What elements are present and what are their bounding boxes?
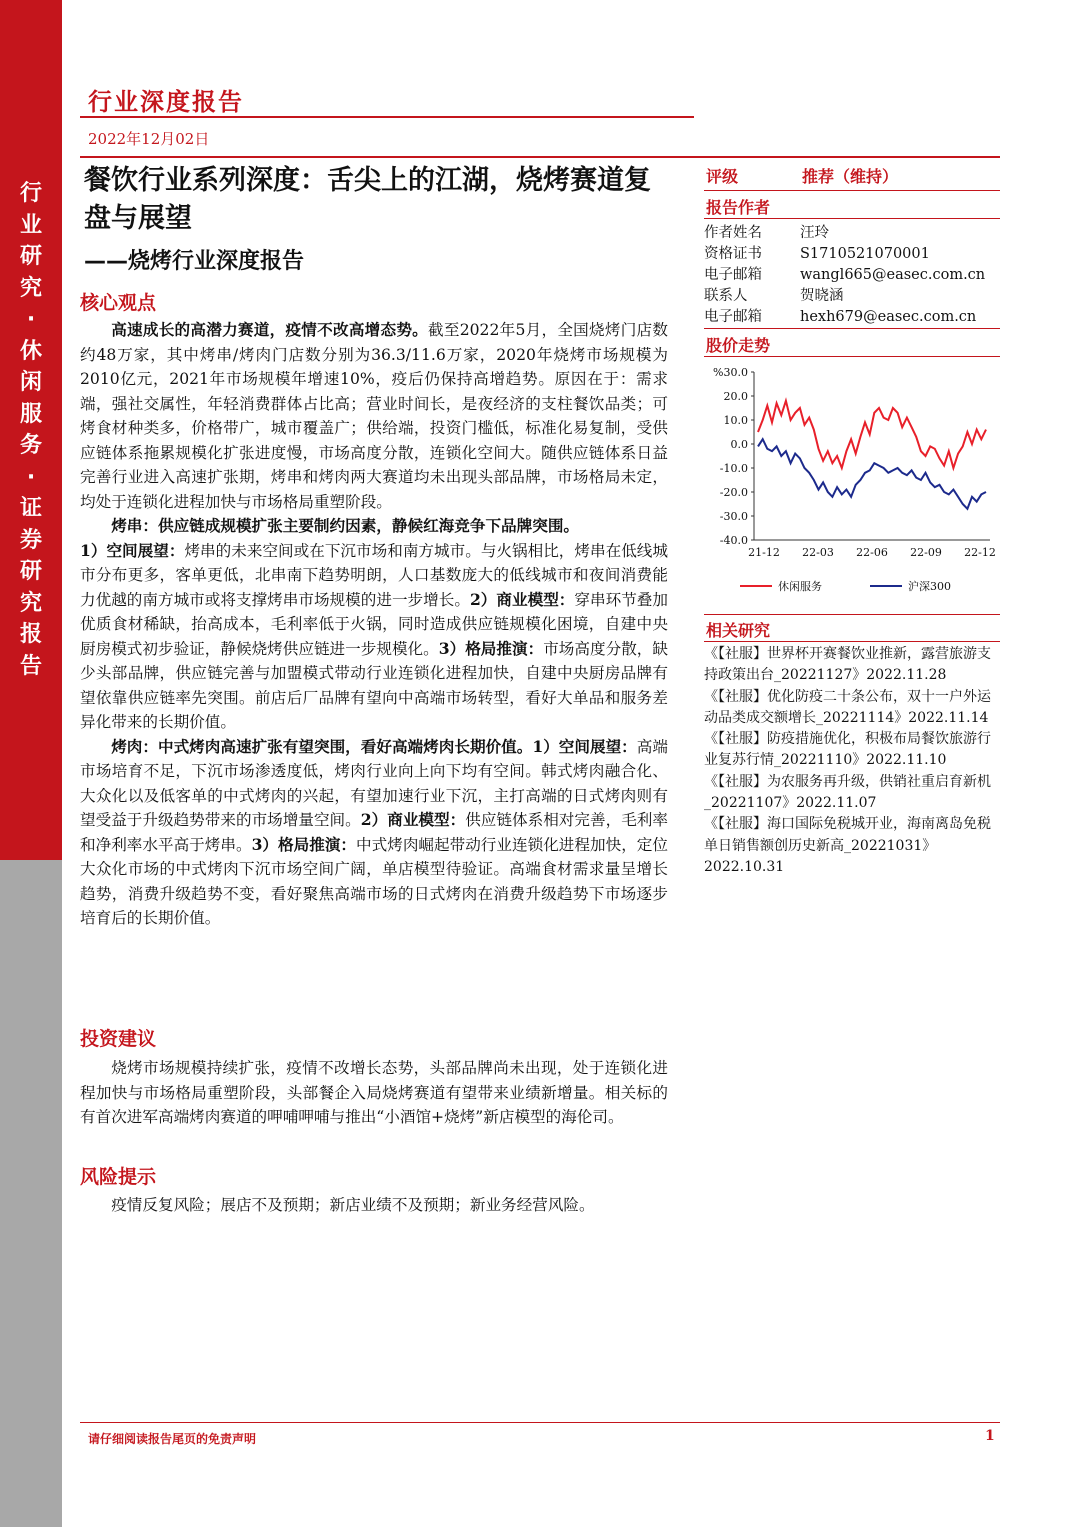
- related-item[interactable]: 《【社服】世界杯开赛餐饮业推新，露营旅游支持政策出台_20221127》2022.11.28: [704, 646, 991, 684]
- author-row: [704, 242, 930, 263]
- author-value: hexh679@easec.com.cn: [800, 309, 977, 325]
- author-value: S1710521070001: [800, 246, 930, 262]
- invest-heading: 投资建议: [80, 1028, 157, 1050]
- report-type: 行业深度报告: [88, 88, 244, 116]
- invest-text: 烧烤市场规模持续扩张，疫情不改增长态势，头部品牌尚未出现，处于连锁化进程加快与市场格局重塑阶段，头部餐企入局烧烤赛道有望带来业绩新增量。相关标的有首次进军高端烤肉赛道的呷哺呷哺与推出“小酒馆+烧烤”新店模型的海伦司。: [80, 1059, 668, 1126]
- author-key: 电子邮箱: [704, 267, 762, 283]
- core-para-3: 1）空间展望：烤串的未来空间或在下沉市场和南方城市。与火锅相比，烤串在低线城市分布更多，客单更低，北串南下趋势明朗，人口基数庞大的低线城市和夜间消费能力优越的南方城市或将支撑烤串市场规模的进一步增长。2）商业模型：穿串环节叠加优质食材稀缺，抬高成本，毛利率低于火锅，同时造成供应链规模化困境，自建中央厨房模式初步验证，静候烧烤供应链进一步规模化。3）格局推演：市场高度分散，缺少头部品牌，供应链完善与加盟模式带动行业连锁化进程加快，自建中央厨房品牌有望依靠供应链率先突围。前店后厂品牌有望向中高端市场转型，看好大单品和服务差异化带来的长期价值。: [80, 540, 668, 731]
- author-row: [704, 305, 976, 326]
- legend-label: 休闲服务: [778, 580, 822, 593]
- core-para-1: 高速成长的高潜力赛道，疫情不改高增态势。截至2022年5月，全国烧烤门店数约48万家，其中烤串/烤肉门店数分别为36.3/11.6万家，2020年烧烤市场规模为2010亿元，2021年市场规模年增速10%，疫后仍保持高增趋势。原因在于：需求端，强社交属性，年轻消费群体占比高；营业时间长，是夜经济的支柱餐饮品类；可烤食材种类多，价格带广，城市覆盖广；供给端，投资门槛低，标准化易复制，受供应链体系拖累规模化扩张进度慢，市场高度分散，连锁化空间大。随供应链体系日益完善行业进入高速扩张期，烤串和烤肉两大赛道均未出现头部品牌，市场格局未定，均处于连锁化进程加快与市场格局重塑阶段。: [80, 320, 668, 511]
- x-tick-label: 22-12: [964, 546, 996, 559]
- page-title: 餐饮行业系列深度：舌尖上的江湖，烧烤赛道复盘与展望: [84, 165, 651, 234]
- x-tick-label: 21-12: [748, 546, 780, 559]
- core-body: [80, 318, 668, 931]
- author-value: 汪玲: [800, 225, 829, 241]
- price-chart-label: 股价走势: [706, 336, 771, 355]
- author-value: wangl665@easec.com.cn: [800, 267, 986, 283]
- sidebar: [0, 0, 62, 1527]
- y-tick-label: -30.0: [719, 510, 748, 523]
- legend-label: 沪深300: [908, 580, 951, 593]
- footer-divider: [80, 1422, 1000, 1423]
- related-item[interactable]: 《【社服】海口国际免税城开业，海南离岛免税单日销售额创历史新高_20221031》2022.10.31: [704, 816, 991, 875]
- header-divider: [80, 116, 694, 118]
- y-tick-label: %30.0: [713, 366, 748, 379]
- author-key: 电子邮箱: [704, 309, 762, 325]
- sidebar-category-text: 行 业 研 究 · 休 闲 服 务 · 证 券 研 究 报 告: [19, 181, 42, 679]
- core-heading: 核心观点: [80, 292, 157, 314]
- author-key: 作者姓名: [704, 225, 762, 241]
- related-divider-top: [704, 614, 1000, 615]
- risk-text: 疫情反复风险；展店不及预期；新店业绩不及预期；新业务经营风险。: [111, 1196, 595, 1214]
- y-tick-label: 10.0: [723, 414, 748, 427]
- author-row: [704, 221, 829, 242]
- related-list: [704, 644, 1000, 878]
- related-divider: [704, 641, 1000, 642]
- core-para-4: 烤肉：中式烤肉高速扩张有望突围，看好高端烤肉长期价值。1）空间展望：高端市场培育不足，下沉市场渗透度低，烤肉行业向上向下均有空间。韩式烤肉融合化、大众化以及低客单的中式烤肉的兴起，有望加速行业下沉，主打高端的日式烤肉则有望受益于升级趋势带来的市场增量空间。2）商业模型：供应链体系相对完善，毛利率和净利率水平高于烤串。3）格局推演：中式烤肉崛起带动行业连锁化进程加快，定位大众化市场的中式烤肉下沉市场空间广阔，单店模型待验证。高端食材需求量呈增长趋势，消费升级趋势不变，看好聚焦高端市场的日式烤肉在消费升级趋势下市场逐步培育后的长期价值。: [80, 736, 668, 927]
- authors-label: 报告作者: [706, 198, 771, 217]
- author-row: [704, 263, 985, 284]
- footer-disclaimer: 请仔细阅读报告尾页的免责声明: [88, 1432, 257, 1446]
- x-tick-label: 22-09: [910, 546, 942, 559]
- rating-label: 评级: [706, 167, 739, 186]
- title-divider: [80, 156, 1000, 158]
- related-item[interactable]: 《【社服】优化防疫二十条公布，双十一户外运动品类成交额增长_20221114》2022.11.14: [704, 688, 991, 726]
- y-tick-label: 0.0: [730, 438, 748, 451]
- risk-body: [80, 1193, 668, 1218]
- y-tick-label: 20.0: [723, 390, 748, 403]
- y-tick-label: -20.0: [719, 486, 748, 499]
- report-date: 2022年12月02日: [88, 130, 210, 148]
- author-key: 资格证书: [704, 246, 762, 262]
- series-line: [758, 439, 986, 509]
- price-chart: [700, 360, 1004, 606]
- y-tick-label: -10.0: [719, 462, 748, 475]
- risk-heading: 风险提示: [80, 1166, 157, 1188]
- author-key: 联系人: [704, 288, 748, 304]
- page-subtitle: ——烧烤行业深度报告: [84, 249, 305, 274]
- author-value: 贺晓涵: [800, 288, 844, 304]
- core-para-2: 烤串：供应链成规模扩张主要制约因素，静候红海竞争下品牌突围。: [111, 516, 580, 535]
- x-tick-label: 22-06: [856, 546, 888, 559]
- x-tick-label: 22-03: [802, 546, 834, 559]
- page-number: 1: [985, 1428, 995, 1444]
- related-item[interactable]: 《【社服】为农服务再升级，供销社重启育新机_20221107》2022.11.07: [704, 773, 991, 812]
- y-tick-label: -40.0: [719, 534, 748, 547]
- rating-value: 推荐（维持）: [802, 167, 899, 186]
- authors-divider: [704, 218, 1000, 219]
- author-row: [704, 284, 844, 305]
- related-label: 相关研究: [706, 621, 771, 640]
- invest-body: [80, 1056, 668, 1130]
- rating-divider: [704, 190, 1000, 191]
- sidebar-gray-band: [0, 860, 62, 1527]
- price-divider: [704, 356, 1000, 357]
- price-divider-top: [704, 328, 1000, 329]
- related-item[interactable]: 《【社服】防疫措施优化，积极布局餐饮旅游行业复苏行情_20221110》2022.11.10: [704, 731, 991, 769]
